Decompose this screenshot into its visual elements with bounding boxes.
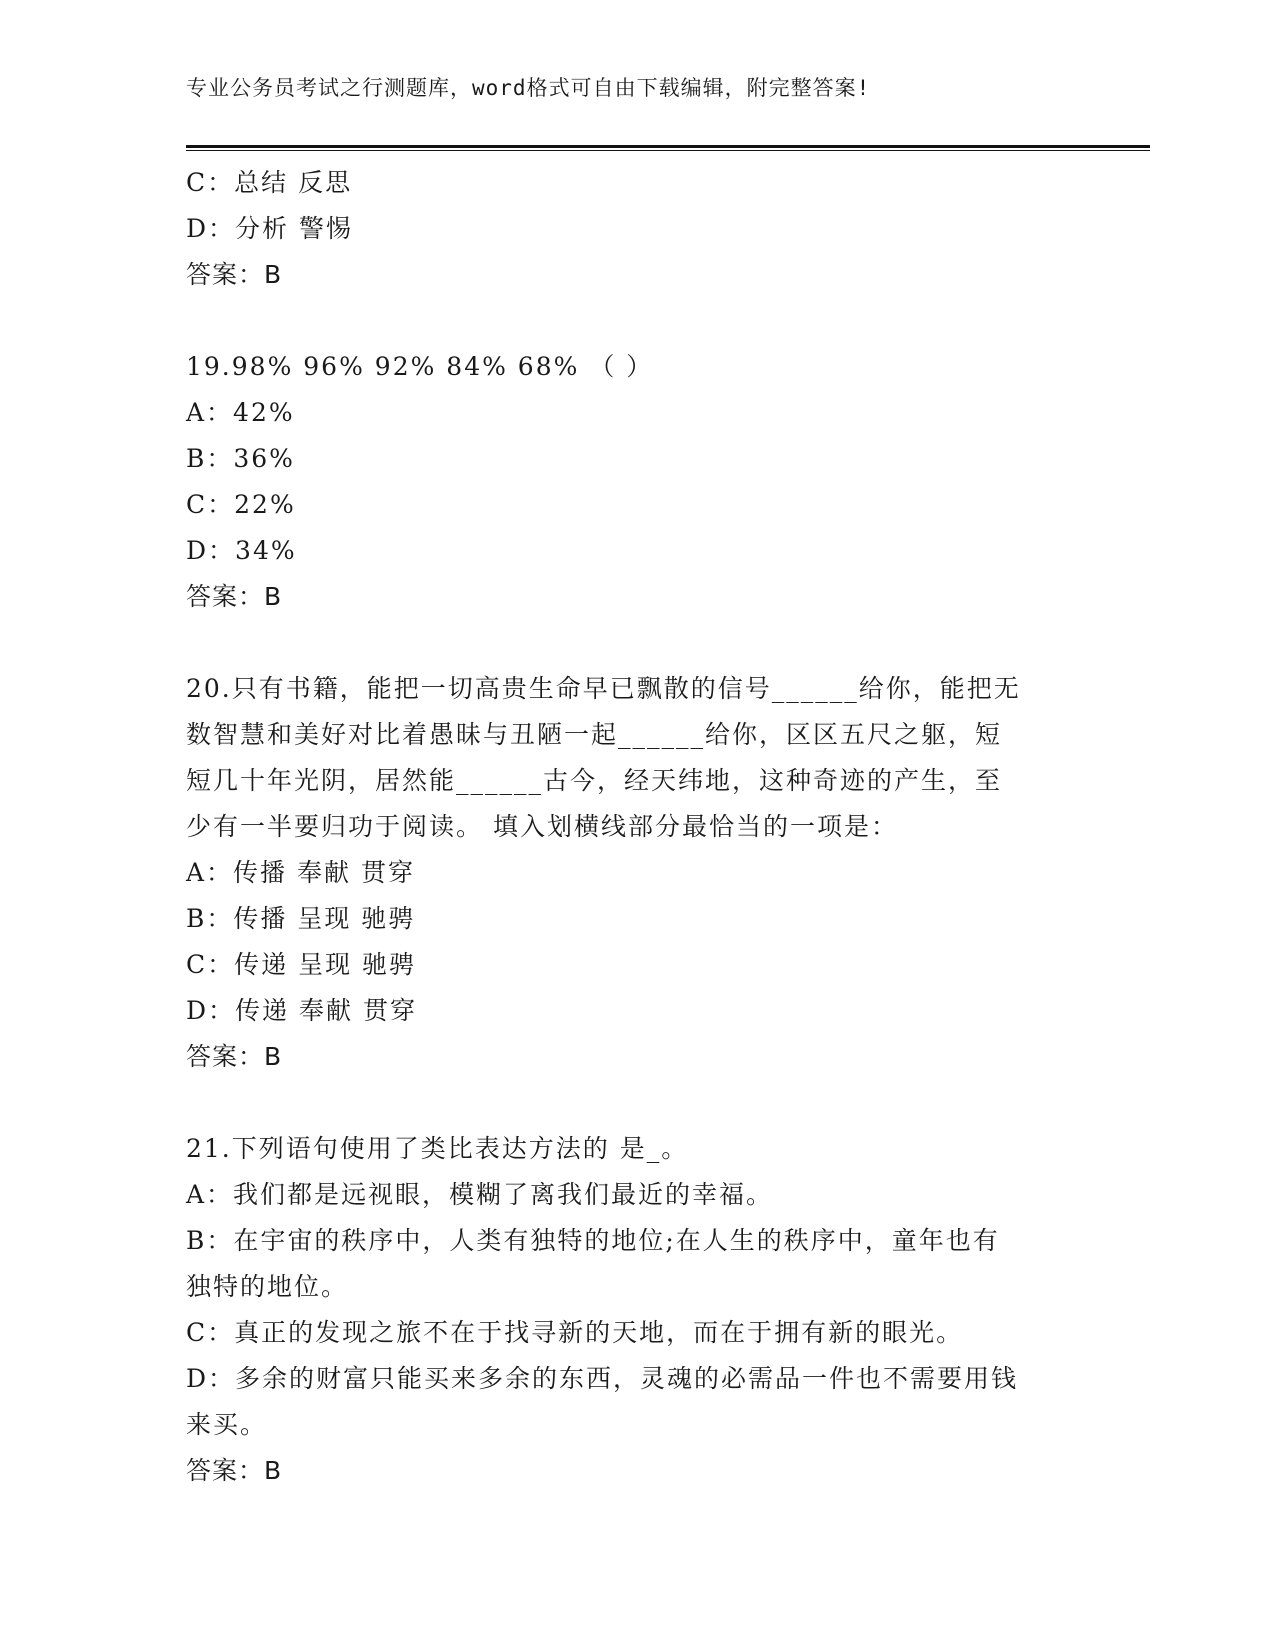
option-line: B：在宇宙的秩序中，人类有独特的地位;在人生的秩序中，童年也有 bbox=[186, 1226, 1000, 1255]
option-line: B：传播 呈现 驰骋 bbox=[186, 904, 416, 933]
option-line: C：总结 反思 bbox=[186, 168, 353, 197]
question-line: 数智慧和美好对比着愚昧与丑陋一起______给你，区区五尺之躯，短 bbox=[186, 720, 1003, 749]
option-line: 独特的地位。 bbox=[186, 1272, 349, 1301]
answer-line: 答案：B bbox=[186, 1042, 283, 1071]
question-content bbox=[186, 160, 1086, 1494]
question-line: 19.98% 96% 92% 84% 68% （ ） bbox=[186, 352, 654, 381]
answer-line: 答案：B bbox=[186, 1456, 283, 1485]
option-line: D：34% bbox=[186, 536, 297, 565]
option-line: D：传递 奉献 贯穿 bbox=[186, 996, 417, 1025]
question-block bbox=[186, 160, 1086, 298]
option-line: A：我们都是远视眼，模糊了离我们最近的幸福。 bbox=[186, 1180, 774, 1209]
block-spacer bbox=[186, 620, 1086, 666]
option-line: C：传递 呈现 驰骋 bbox=[186, 950, 417, 979]
option-line: D：多余的财富只能买来多余的东西，灵魂的必需品一件也不需要用钱 bbox=[186, 1364, 1019, 1393]
question-block bbox=[186, 344, 1086, 620]
question-line: 少有一半要归功于阅读。 填入划横线部分最恰当的一项是： bbox=[186, 812, 898, 841]
question-line: 20.只有书籍，能把一切高贵生命早已飘散的信号______给你，能把无 bbox=[186, 674, 1021, 703]
answer-line: 答案：B bbox=[186, 582, 283, 611]
question-line: 短几十年光阴，居然能______古今，经天纬地，这种奇迹的产生，至 bbox=[186, 766, 1003, 795]
question-block bbox=[186, 666, 1086, 1080]
block-spacer bbox=[186, 1080, 1086, 1126]
header-rule-thick bbox=[186, 145, 1150, 148]
header-rule-thin bbox=[186, 150, 1150, 151]
question-block bbox=[186, 1126, 1086, 1494]
option-line: A：传播 奉献 贯穿 bbox=[186, 858, 415, 887]
block-spacer bbox=[186, 298, 1086, 344]
answer-line: 答案：B bbox=[186, 260, 283, 289]
option-line: B：36% bbox=[186, 444, 295, 473]
question-line: 21.下列语句使用了类比表达方法的 是_。 bbox=[186, 1134, 689, 1163]
option-line: C：22% bbox=[186, 490, 296, 519]
option-line: C：真正的发现之旅不在于找寻新的天地，而在于拥有新的眼光。 bbox=[186, 1318, 964, 1347]
option-line: 来买。 bbox=[186, 1410, 268, 1439]
page-header-text: 专业公务员考试之行测题库，word格式可自由下载编辑，附完整答案! bbox=[186, 76, 871, 100]
option-line: A：42% bbox=[186, 398, 295, 427]
option-line: D：分析 警惕 bbox=[186, 214, 353, 243]
